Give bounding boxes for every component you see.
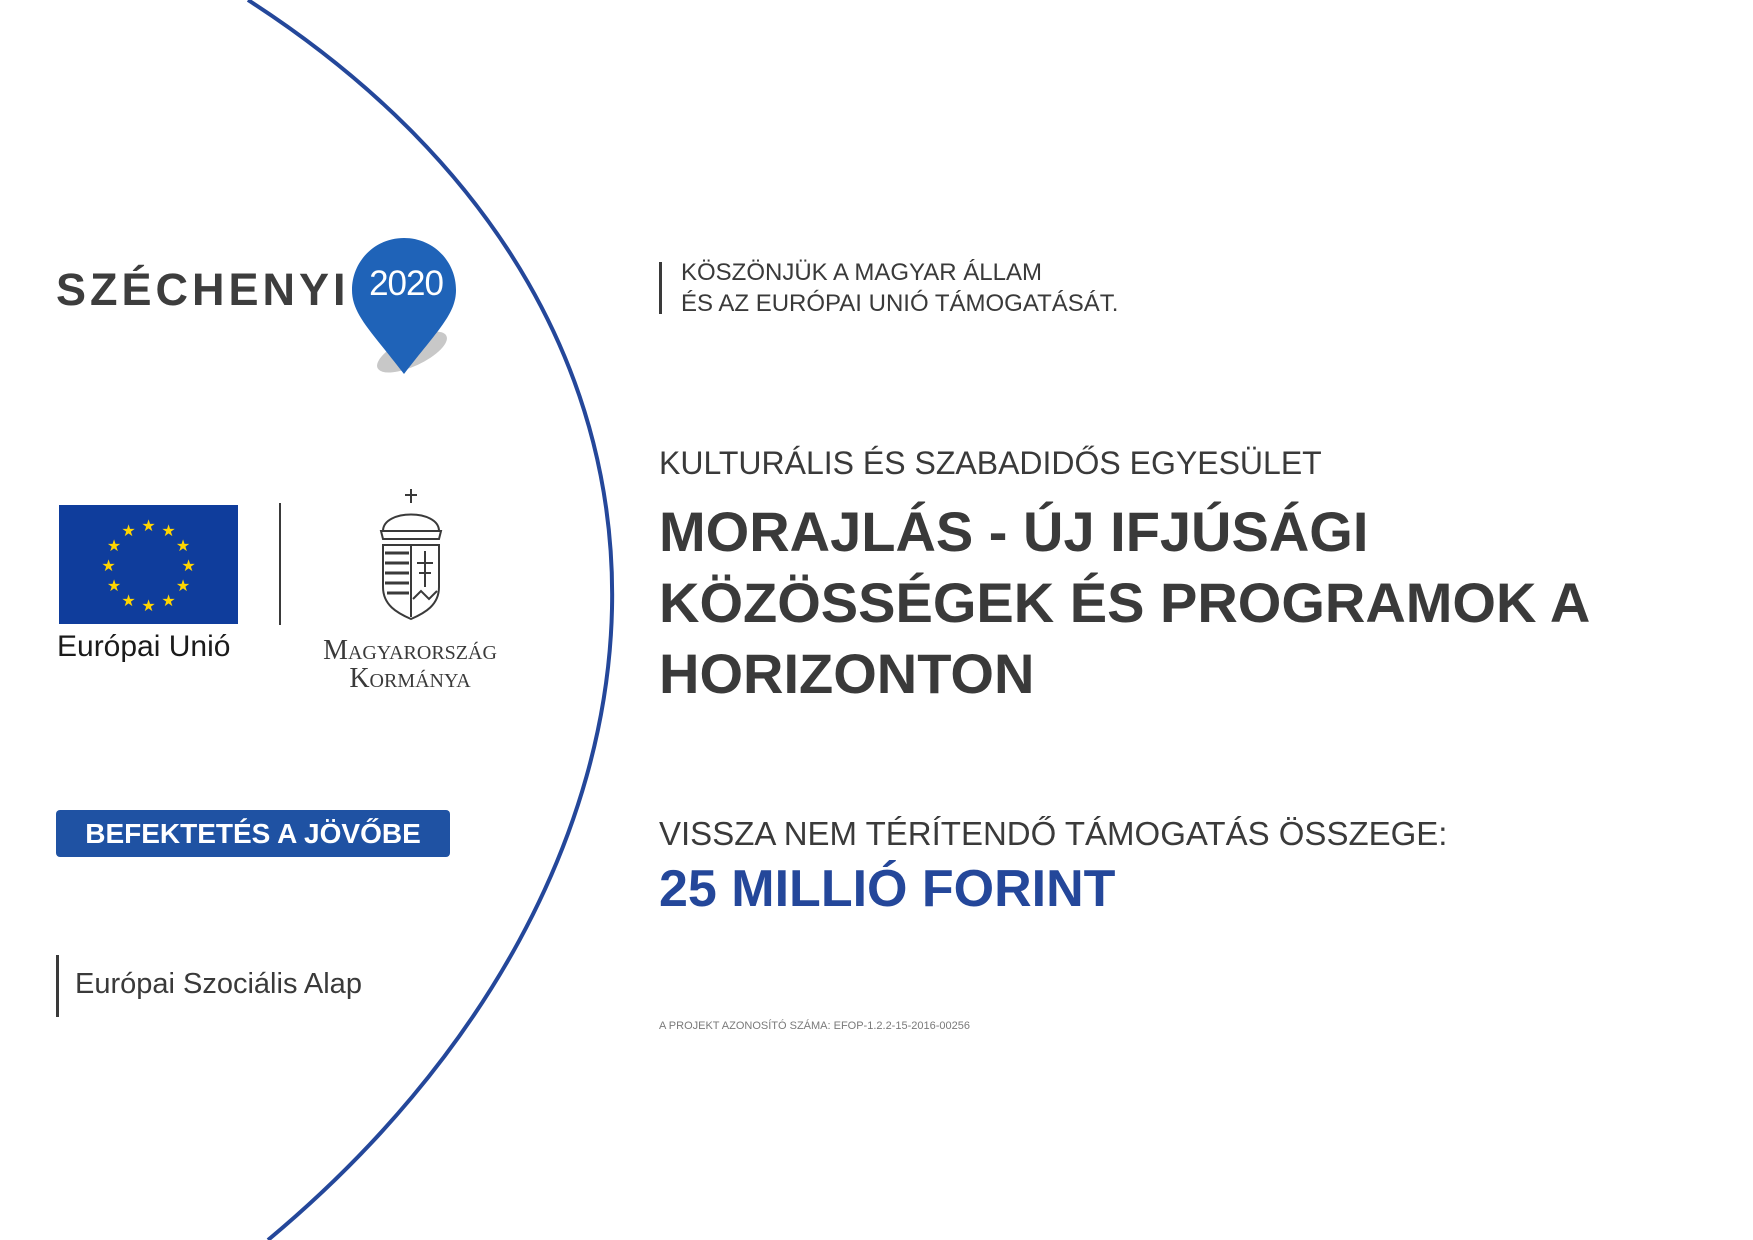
project-title	[659, 496, 1739, 709]
svg-text:★: ★	[121, 591, 136, 610]
svg-text:★: ★	[106, 576, 122, 595]
svg-text:★: ★	[141, 516, 156, 535]
svg-text:★: ★	[175, 536, 191, 555]
invest-banner: BEFEKTETÉS A JÖVŐBE	[56, 810, 450, 857]
thanks-line1: KÖSZÖNJÜK A MAGYAR ÁLLAM	[681, 259, 1042, 286]
svg-text:★: ★	[106, 536, 122, 555]
project-title-line: MORAJLÁS - ÚJ IFJÚSÁGI	[659, 500, 1369, 563]
grant-amount: 25 MILLIÓ FORINT	[659, 860, 1116, 918]
eu-flag	[59, 505, 238, 624]
svg-text:★: ★	[161, 521, 176, 540]
thanks-line2: ÉS AZ EURÓPAI UNIÓ TÁMOGATÁSÁT.	[681, 290, 1119, 317]
svg-text:★: ★	[161, 591, 176, 610]
esf-label: Európai Szociális Alap	[75, 968, 362, 1000]
grant-label: VISSZA NEM TÉRÍTENDŐ TÁMOGATÁS ÖSSZEGE:	[659, 815, 1448, 852]
thanks-divider	[659, 262, 662, 314]
project-id: A PROJEKT AZONOSÍTÓ SZÁMA: EFOP-1.2.2-15-2016-00256	[659, 1020, 970, 1032]
svg-text:★: ★	[175, 576, 191, 595]
project-title-line: KÖZÖSSÉGEK ÉS PROGRAMOK A	[659, 571, 1591, 634]
esf-divider	[56, 955, 59, 1017]
organization-name: KULTURÁLIS ÉS SZABADIDŐS EGYESÜLET	[659, 445, 1322, 481]
government-label-line2: Kormánya	[349, 663, 471, 694]
svg-text:★: ★	[141, 596, 156, 615]
government-label-line1: Magyarország	[323, 635, 497, 666]
coat-of-arms-icon	[375, 487, 447, 622]
project-title-line: HORIZONTON	[659, 642, 1035, 705]
logo-divider	[279, 503, 281, 625]
map-pin-icon	[350, 234, 460, 379]
svg-text:★: ★	[121, 521, 136, 540]
szechenyi-logo-word: SZÉCHENYI	[56, 264, 350, 315]
eu-stars-icon	[59, 505, 238, 624]
svg-text:★: ★	[101, 556, 116, 575]
eu-label: Európai Unió	[57, 630, 231, 663]
szechenyi-year: 2020	[369, 264, 443, 303]
svg-text:★: ★	[181, 556, 196, 575]
